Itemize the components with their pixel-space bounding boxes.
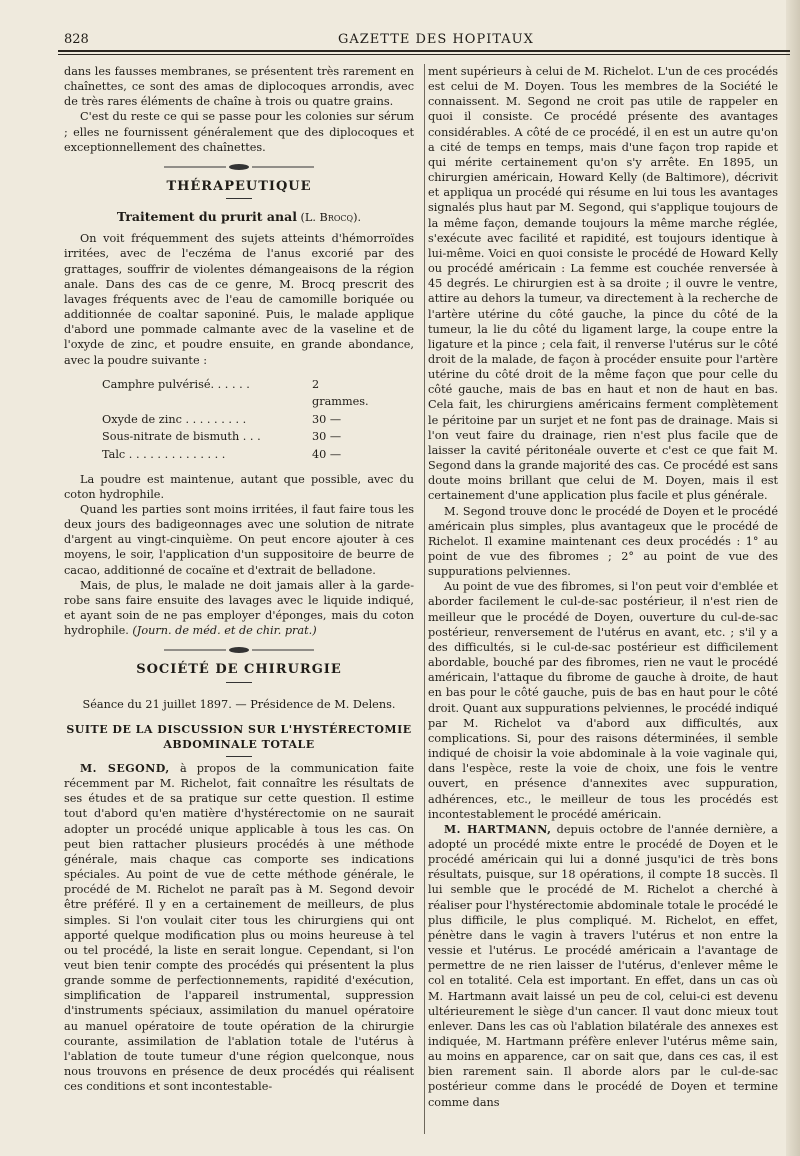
discussion-title-line: SUITE DE LA DISCUSSION SUR L'HYSTÉRECTOMIE [66,722,412,736]
paragraph: On voit fréquemment des sujets atteints d'hémorroïdes irritées, avec de l'eczéma de l'anus excorié par des grattages, souffrir de violentes démangeaisons de la région anale. Dans des cas de ce genre, M. Brocq prescrit des lavages fréquents avec de l'eau de camomille boriquée ou additionnée de coaltar saponiné. Puis, le malade applique d'abord une pommade calmante avec de la vaseline et de l'oxyde de zinc, et poudre ensuite, en grande abondance, avec la poudre suivante : [64,232,414,367]
divider-dash [226,756,252,757]
paragraph: ment supérieurs à celui de M. Richelot. L'un de ces procédés est celui de M. Doyen. Tous les membres de la Société le connaissent. M. Segond ne croit pas utile de rappeler en quoi il consiste. Ce procédé présente des avantages considérables. A côté de ce procédé, il en est un autre qu'on a cité de temps en temps, mais d'une façon trop rapide et qui mérite certainement qu'on s'y arrête. En 1895, un chirurgien américain, Howard Kelly (de Baltimore), décrivit et appliqua un procédé qui résume en lui tous les avantages signalés plus haut par M. Segond, qui s'applique toujours de la même façon, demande toujours la même marche réglée, s'exécute avec facilité et rapidité, est toujours identique à lui-même. Voici en quoi consiste le procédé de Howard Kelly ou procédé américain : La femme est couchée renversée à 45 degrés. Le chirurgien est à sa droite ; il ouvre le ventre, attire au dehors la tumeur, va directement à la recherche de l'artère utérine du côté gauche, la pince du côté de la tumeur, la lie du côté du ligament large, la coupe entre la ligature et la pince ; cela fait, il renverse l'utérus sur le côté droit de la malade, de façon à procéder ensuite pour l'artère utérine du côté droit de la même façon que pour celle du côté gauche, mais de bas en haut et non de haut en bas. Cela fait, les chirurgiens américains ferment complètement le péritoine par un surjet et ne font pas de drainage. Mais si l'on veut faire du drainage, rien n'est plus facile que de laisser la cavité péritonéale ouverte et c'est ce que fait M. Segond dans la grande majorité des cas. Ce procédé est sans doute moins brillant que celui de M. Doyen, mais il est certainement d'une application plus facile et plus générale. [428,65,778,503]
recipe-item [102,428,372,446]
section-title-societe: SOCIÉTÉ DE CHIRURGIE [136,662,342,678]
paragraph-text: depuis octobre de l'année dernière, a adopté un procédé mixte entre le procédé de Doyen et le procédé américain qui lui a donné jusqu'ici de très bons résultats, puisque, sur 18 opérations, il compte 18 succès. Il lui semble que le procédé de M. Richelot a cherché à réaliser pour l'hystérectomie abdominale totale le procédé le plus difficile, le plus compliqué. M. Richelot, en effet, pénètre dans le vagin à travers l'utérus et non entre la vessie et l'utérus. Le procédé américain a l'avantage de permettre de ne rien laisser de l'utérus, d'enlever même le col en totalité. Cela est important. En effet, dans un cas où M. Hartmann avait laissé un peu de col, celui-ci est devenu ultérieurement le siège d'un cancer. Il vaut donc mieux tout enlever. Dans les cas où l'ablation bilatérale des annexes est indiquée, M. Hartmann préfère enlever l'utérus même sain, au moins en apparence, car on sait que, dans ces cas, il est bien rarement sain. Il aborde alors par le cul-de-sac postérieur comme dans le procédé de Doyen et termine comme dans [428,822,779,1109]
recipe-item [102,411,372,429]
paragraph [64,578,414,639]
paragraph [64,761,414,1094]
recipe-list [102,376,372,464]
ingredient-name: Sous-nitrate de bismuth . . . [102,430,261,444]
session-line: Séance du 21 juillet 1897. — Présidence de M. Delens. [82,697,396,711]
running-head: GAZETTE DES HOPITAUX [338,32,534,47]
ingredient-name: Talc . . . . . . . . . . . . . . [102,448,226,462]
ingredient-qty: 30 — [312,430,342,444]
speaker-name: M. HARTMANN, [444,822,552,836]
page-edge [786,0,800,1156]
paragraph: M. Segond trouve donc le procédé de Doyen et le procédé américain plus simples, plus avantageux que le procédé de Richelot. Il examine maintenant ces deux procédés : 1° au point de vue des fibromes ; 2° au point de vue des suppurations pelviennes. [428,504,778,579]
ornament-divider [164,644,314,656]
divider-dash [226,682,252,683]
article-heading [64,209,414,225]
page-header [58,32,774,52]
article-title: Traitement du prurit anal [116,209,297,225]
ingredient-name: Camphre pulvérisé. . . . . . [102,377,250,391]
page-number: 828 [64,32,89,47]
speaker-name: M. SEGOND, [80,761,170,775]
ingredient-name: Oxyde de zinc . . . . . . . . . [102,412,247,426]
article-author: (L. Brocq). [300,211,362,225]
paragraph [428,822,778,1110]
divider-dash [226,198,252,199]
ingredient-qty: 30 — [312,412,342,426]
paragraph: Au point de vue des fibromes, si l'on peut voir d'emblée et aborder facilement le cul-de-sac postérieur, il n'est rien de meilleur que le procédé de Doyen, ouverture du cul-de-sac postérieur, renversement de l'utérus en avant, etc. ; s'il y a des difficultés, si le cul-de-sac postérieur est difficilement abordable, bouché par des fibromes, rien ne vaut le procédé américain, l'attaque du fibrome de gauche à droite, de haut en bas pour le côté gauche, puis de bas en haut pour le côté droit. Quant aux suppurations pelviennes, le procédé indiqué par M. Richelot va d'abord aux difficultés, aux complications. Si, pour des raisons déterminées, il semble indiqué de choisir la voie abdominale à la voie vaginale qui, dans l'espèce, reste la voie de choix, une fois le ventre ouvert, en présence d'annexites avec suppuration, adhérences, etc., le meilleur de tous les procédés est incontestablement le procédé américain. [428,580,778,821]
paragraph-text: Mais, de plus, le malade ne doit jamais aller à la garde-robe sans faire ensuite des lavages avec le liquide indiqué, et ayant soin de ne pas employer d'éponges, mais du coton hydrophile. [64,578,414,638]
header-rule [58,50,790,52]
recipe-item [102,446,372,464]
column-separator [424,64,425,1134]
source-citation: (Journ. de méd. et de chir. prat.) [132,624,317,638]
ornament-divider [164,161,314,173]
ingredient-qty: 40 — [312,448,342,462]
discussion-title-line: ABDOMINALE TOTALE [163,737,315,751]
ingredient-qty: 2 grammes. [312,377,369,409]
paragraph-text: à propos de la communication faite récemment par M. Richelot, fait connaître les résultats de ses études et de sa pratique sur cette question. Il estime tout d'abord qu'en matière d'hystérectomie on ne saurait adopter un procédé unique applicable à tous les cas. On peut bien rattacher plusieurs procédés à une méthode générale, mais chaque cas comporte ses indications spéciales. Au point de vue de cette méthode générale, le procédé de M. Richelot ne paraît pas à M. Segond devoir être préféré. Il y en a certainement de meilleurs, de plus simples. Si l'on voulait citer tous les chirurgiens qui ont apporté quelque modification plus ou moins heureuse à tel ou tel procédé, la liste en serait longue. Cependant, si l'on veut bien tenir compte des procédés qui présentent la plus grande somme de perfectionnements, rapidité d'exécution, simplification de l'appareil instrumental, suppression d'instruments spéciaux, assimilation du manuel opératoire au manuel opératoire de toute opération de la chirurgie courante, assimilation de l'ablation totale de l'utérus à l'ablation de toute tumeur d'une région quelconque, nous nous trouvons en présence de deux procédés qui réalisent ces conditions et sont incontestable- [64,761,415,1094]
paragraph: C'est du reste ce qui se passe pour les colonies sur sérum ; elles ne fournissent généralement que des diplocoques et exceptionnellement des chaînettes. [64,110,414,154]
section-title-therapeutique: THÉRAPEUTIQUE [166,178,312,194]
header-rule-thin [58,54,790,55]
paragraph: La poudre est maintenue, autant que possible, avec du coton hydrophile. [64,472,414,501]
paragraph: Quand les parties sont moins irritées, il faut faire tous les deux jours des badigeonnages avec une solution de nitrate d'argent au vingt-cinquième. On peut encore ajouter à ces moyens, le soir, l'application d'un suppositoire de beurre de cacao, additionné de cocaïne et d'extrait de belladone. [64,502,414,577]
left-column [64,64,414,1094]
paragraph: dans les fausses membranes, se présentent très rarement en chaînettes, ce sont des amas de diplocoques arrondis, avec de très rares éléments de chaîne à trois ou quatre grains. [64,65,414,109]
right-column [428,64,778,1110]
recipe-item [102,376,372,411]
